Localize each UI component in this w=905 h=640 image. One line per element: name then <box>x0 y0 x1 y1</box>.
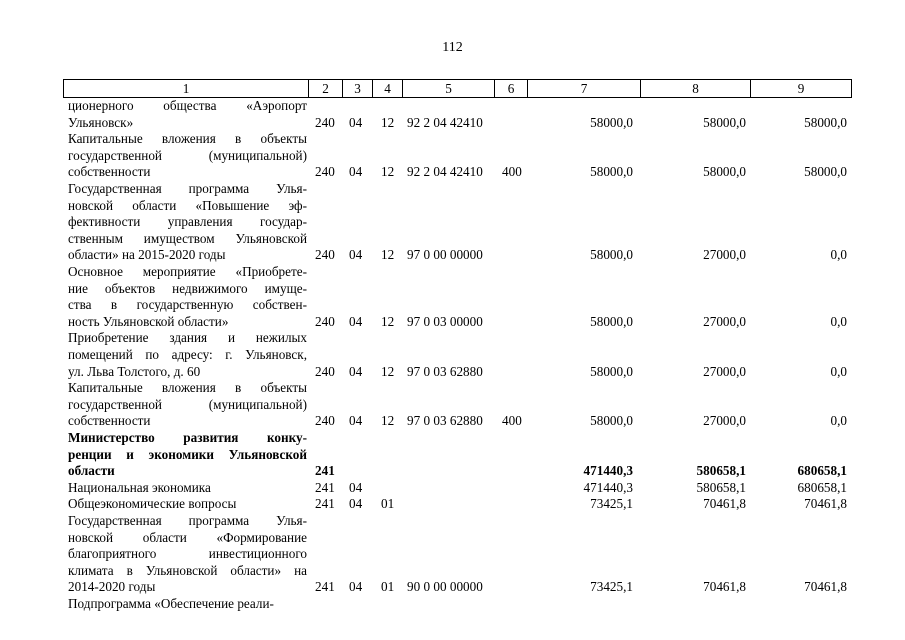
row-name-line: Государственная программа Улья- <box>68 181 307 196</box>
table-row <box>0 480 905 497</box>
row-name-line: ние объектов недвижимого имуще- <box>68 280 307 296</box>
cell-col-3: 04 <box>349 164 363 180</box>
cell-col-9: 0,0 <box>830 413 847 429</box>
header-col-7: 7 <box>527 80 640 97</box>
cell-col-7: 471440,3 <box>583 479 633 495</box>
row-name-line: благоприятного инвестиционного <box>68 546 307 562</box>
row-name-line: Капитальные вложения в объекты <box>68 380 307 396</box>
row-name-line: помещений по адресу: г. Ульяновск, <box>68 346 307 362</box>
row-name <box>68 596 307 613</box>
row-name-line: государственной (муниципальной) <box>68 147 307 163</box>
cell-col-8: 27000,0 <box>703 313 746 329</box>
cell-col-8: 58000,0 <box>703 114 746 130</box>
cell-col-4: 12 <box>381 413 395 429</box>
row-name <box>68 330 307 380</box>
cell-col-7: 73425,1 <box>590 579 633 595</box>
cell-col-8: 27000,0 <box>703 413 746 429</box>
cell-col-4: 12 <box>381 114 395 130</box>
cell-col-5: 92 2 04 42410 <box>407 114 483 130</box>
cell-col-7: 58000,0 <box>590 114 633 130</box>
cell-col-9: 58000,0 <box>804 114 847 130</box>
cell-col-3: 04 <box>349 496 363 512</box>
row-name-line: ность Ульяновской области» <box>68 313 229 329</box>
cell-col-3: 04 <box>349 247 363 263</box>
row-name <box>68 380 307 430</box>
cell-col-5: 97 0 03 00000 <box>407 313 483 329</box>
cell-col-2: 240 <box>315 247 335 263</box>
row-name-line: Государственная программа Улья- <box>68 513 307 528</box>
cell-col-8: 70461,8 <box>703 496 746 512</box>
cell-col-2: 240 <box>315 363 335 379</box>
row-name-line: Капитальные вложения в объекты <box>68 131 307 147</box>
cell-col-7: 471440,3 <box>583 463 633 479</box>
row-name-line: собственности <box>68 413 151 429</box>
row-name <box>68 264 307 330</box>
cell-col-4: 01 <box>381 579 395 595</box>
row-name-line: Приобретение здания и нежилых <box>68 330 307 346</box>
cell-col-7: 73425,1 <box>590 496 633 512</box>
header-col-4: 4 <box>372 80 402 97</box>
row-name-line: Национальная экономика <box>68 479 211 495</box>
cell-col-5: 97 0 03 62880 <box>407 363 483 379</box>
cell-col-2: 241 <box>315 479 335 495</box>
cell-col-2: 241 <box>315 496 335 512</box>
cell-col-2: 241 <box>315 579 335 595</box>
row-name-line: ционерного общества «Аэропорт <box>68 98 307 113</box>
row-name-line: ул. Льва Толстого, д. 60 <box>68 363 201 379</box>
header-col-2: 2 <box>308 80 342 97</box>
row-name <box>68 480 307 497</box>
row-name <box>68 513 307 596</box>
table-row <box>0 131 905 181</box>
row-name-line: новской области «Повышение эф- <box>68 197 307 213</box>
cell-col-4: 12 <box>381 247 395 263</box>
table-row <box>0 98 905 131</box>
table-row <box>0 596 905 613</box>
row-name-line: новской области «Формирование <box>68 529 307 545</box>
row-name-line: 2014-2020 годы <box>68 579 156 595</box>
cell-col-9: 0,0 <box>830 247 847 263</box>
header-col-1: 1 <box>63 80 308 97</box>
cell-col-3: 04 <box>349 114 363 130</box>
cell-col-4: 01 <box>381 496 395 512</box>
cell-col-3: 04 <box>349 363 363 379</box>
row-name-line: ственным имуществом Ульяновской <box>68 230 307 246</box>
header-col-6: 6 <box>494 80 527 97</box>
row-name-line: области» на 2015-2020 годы <box>68 247 226 263</box>
cell-col-8: 580658,1 <box>696 479 746 495</box>
cell-col-9: 680658,1 <box>797 479 847 495</box>
row-name-line: Ульяновск» <box>68 114 134 130</box>
table-row <box>0 496 905 513</box>
row-name-line: ства в государственную собствен- <box>68 297 307 313</box>
table-row <box>0 264 905 330</box>
cell-col-8: 58000,0 <box>703 164 746 180</box>
cell-col-2: 241 <box>315 463 335 479</box>
header-col-5: 5 <box>402 80 494 97</box>
cell-col-2: 240 <box>315 413 335 429</box>
cell-col-9: 58000,0 <box>804 164 847 180</box>
header-col-9: 9 <box>750 80 852 97</box>
cell-col-8: 580658,1 <box>696 463 746 479</box>
cell-col-4: 12 <box>381 363 395 379</box>
row-name-line: собственности <box>68 164 151 180</box>
cell-col-9: 0,0 <box>830 313 847 329</box>
row-name <box>68 181 307 264</box>
row-name <box>68 131 307 181</box>
cell-col-2: 240 <box>315 313 335 329</box>
row-name-line: Основное мероприятие «Приобрете- <box>68 264 307 279</box>
row-name-line: области <box>68 463 115 479</box>
cell-col-8: 70461,8 <box>703 579 746 595</box>
cell-col-2: 240 <box>315 164 335 180</box>
table-row <box>0 430 905 480</box>
header-col-8: 8 <box>640 80 750 97</box>
cell-col-8: 27000,0 <box>703 363 746 379</box>
cell-col-7: 58000,0 <box>590 363 633 379</box>
row-name-line: Подпрограмма «Обеспечение реали- <box>68 596 274 611</box>
cell-col-7: 58000,0 <box>590 313 633 329</box>
table-row <box>0 380 905 430</box>
cell-col-3: 04 <box>349 413 363 429</box>
cell-col-5: 97 0 00 00000 <box>407 247 483 263</box>
row-name-line: фективности управления государ- <box>68 214 307 230</box>
cell-col-3: 04 <box>349 313 363 329</box>
cell-col-3: 04 <box>349 579 363 595</box>
row-name-line: климата в Ульяновской области» на <box>68 562 307 578</box>
row-name <box>68 98 307 131</box>
table-header <box>63 79 852 98</box>
cell-col-9: 70461,8 <box>804 496 847 512</box>
cell-col-7: 58000,0 <box>590 164 633 180</box>
row-name-line: государственной (муниципальной) <box>68 396 307 412</box>
cell-col-9: 70461,8 <box>804 579 847 595</box>
cell-col-9: 680658,1 <box>797 463 847 479</box>
row-name <box>68 496 307 513</box>
table-row <box>0 513 905 596</box>
row-name-line: ренции и экономики Ульяновской <box>68 446 307 462</box>
cell-col-8: 27000,0 <box>703 247 746 263</box>
table-row <box>0 330 905 380</box>
row-name <box>68 430 307 480</box>
cell-col-7: 58000,0 <box>590 413 633 429</box>
cell-col-5: 92 2 04 42410 <box>407 164 483 180</box>
cell-col-6: 400 <box>502 413 522 429</box>
row-name-line: Министерство развития конку- <box>68 430 307 445</box>
cell-col-6: 400 <box>502 164 522 180</box>
cell-col-3: 04 <box>349 479 363 495</box>
cell-col-7: 58000,0 <box>590 247 633 263</box>
cell-col-5: 90 0 00 00000 <box>407 579 483 595</box>
row-name-line: Общеэкономические вопросы <box>68 496 237 512</box>
cell-col-2: 240 <box>315 114 335 130</box>
cell-col-5: 97 0 03 62880 <box>407 413 483 429</box>
table-row <box>0 181 905 264</box>
header-col-3: 3 <box>342 80 372 97</box>
cell-col-4: 12 <box>381 313 395 329</box>
page-number: 112 <box>442 40 463 55</box>
cell-col-9: 0,0 <box>830 363 847 379</box>
cell-col-4: 12 <box>381 164 395 180</box>
